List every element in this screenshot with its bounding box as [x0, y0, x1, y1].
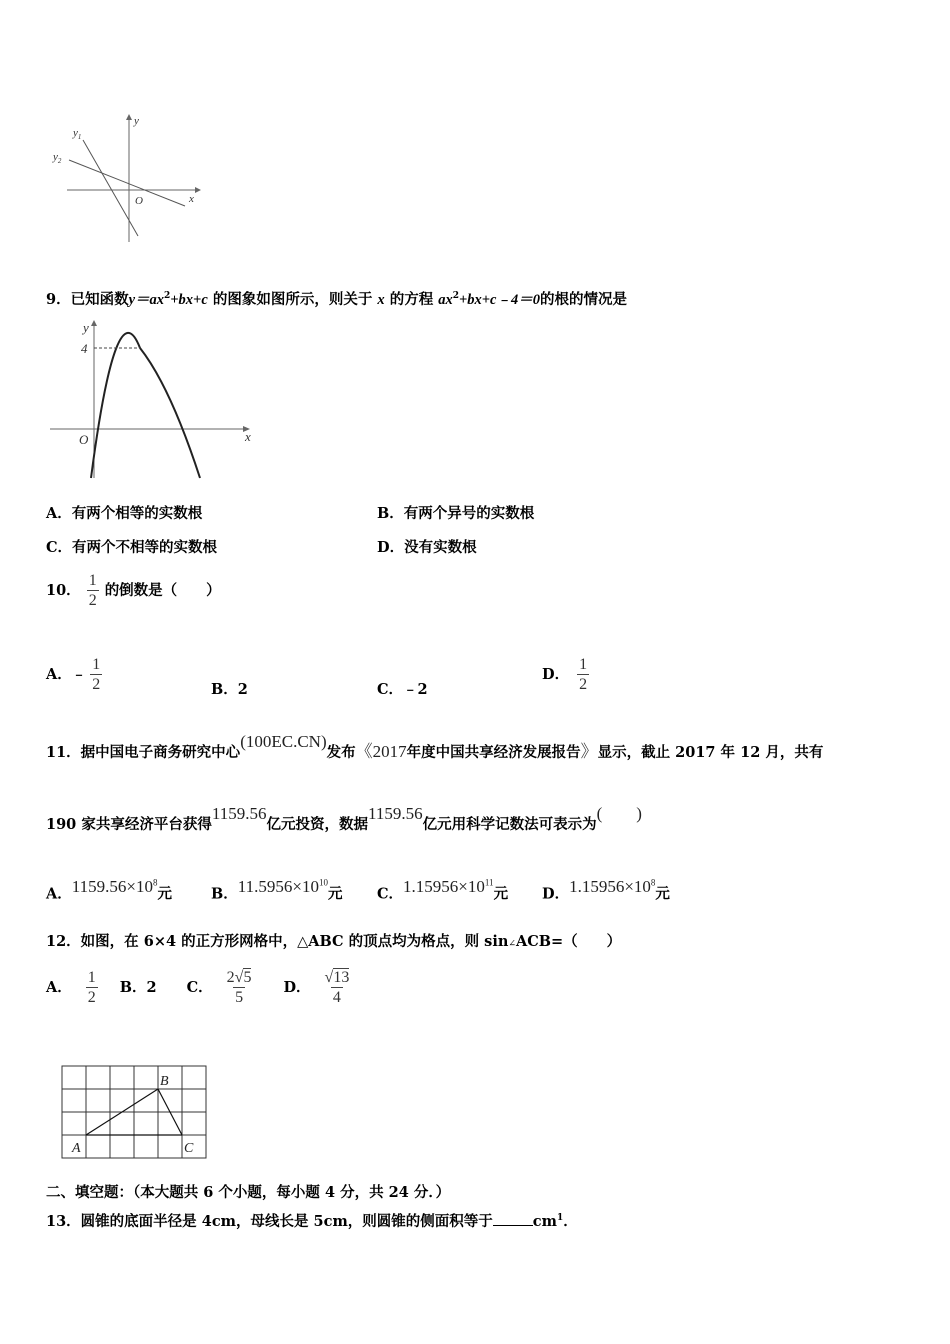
q12-option-b[interactable]: B．2 — [119, 978, 157, 996]
x-axis-arrow — [195, 187, 201, 193]
q9-option-a[interactable]: A．有两个相等的实数根 — [46, 505, 203, 522]
label-c: C — [184, 1141, 194, 1156]
label-max-4: 4 — [81, 341, 88, 356]
two-lines-graph — [45, 112, 205, 252]
section-2-title: 二、填空题：（本大题共 6 个小题，每小题 4 分，共 24 分．） — [46, 1184, 451, 1201]
q12-stem: 12．如图，在 6×4 的正方形网格中，△ABC 的顶点均为格点，则 sin∠ACB=（ ） — [46, 933, 622, 950]
label-y1: $y_1$ — [73, 127, 82, 141]
q11-option-b[interactable]: B．$11.5956\times 10^{10}$元 — [211, 876, 343, 903]
label-y-axis: y — [83, 320, 89, 335]
q13-stem: 13．圆锥的底面半径是 4cm，母线长是 5cm，则圆锥的侧面积等于 $cm^1$． — [46, 1212, 578, 1230]
q12-option-c[interactable]: C． $\frac{2√5}{5}$ — [186, 969, 252, 1006]
q10-fraction: $\frac{1}{2}$ — [88, 572, 97, 609]
parabola-graph — [45, 318, 260, 483]
q12-option-d[interactable]: D． $\frac{√13}{4}$ — [283, 969, 350, 1006]
label-y2: $y_2$ — [53, 151, 62, 165]
q13-answer-blank[interactable] — [493, 1212, 533, 1226]
q10-option-c[interactable]: C．﹣2 — [377, 681, 428, 698]
y-axis-arrow — [91, 320, 97, 326]
q11-option-c[interactable]: C．$1.15956\times 10^{11}$元 — [377, 876, 509, 903]
label-y-axis: y — [134, 115, 139, 127]
q10-option-b[interactable]: B．2 — [211, 681, 248, 698]
q9-stem: 9．已知函数$y=ax^2+bx+c$ 的图象如图所示，则关于 x 的方程 $ax^2+bx+c﹣4=0$的根的情况是 — [46, 290, 627, 308]
label-origin: O — [135, 195, 143, 207]
label-b: B — [160, 1074, 169, 1089]
line-y2 — [69, 160, 185, 206]
label-x-axis: x — [189, 193, 194, 205]
q9-option-d[interactable]: D．没有实数根 — [377, 539, 477, 556]
q10-option-d[interactable]: D． $\frac{1}{2}$ — [542, 656, 588, 693]
q11-line1: 11．据中国电子商务研究中心(100EC.CN)发布《2017年度中国共享经济发展报告》显示，截止 2017 年 12 月，共有 — [46, 732, 824, 761]
label-x-axis: x — [245, 429, 251, 444]
line-y1 — [83, 140, 138, 236]
triangle-grid-figure — [58, 1062, 218, 1167]
q9-option-c[interactable]: C．有两个不相等的实数根 — [46, 539, 218, 556]
y-axis-arrow — [126, 114, 132, 120]
q9-option-b[interactable]: B．有两个异号的实数根 — [377, 505, 535, 522]
q12-options — [46, 968, 351, 1007]
parabola-curve — [91, 333, 200, 478]
q11-line2: 190 家共享经济平台获得1159.56亿元投资，数据1159.56亿元用科学记数法可表示为( ) — [46, 804, 642, 833]
label-a: A — [72, 1141, 81, 1156]
q12-option-a[interactable]: A． $\frac{1}{2}$ — [46, 969, 96, 1006]
q10-stem: 10． $\frac{1}{2}$ 的倒数是（ ） — [46, 572, 221, 609]
q10-option-a[interactable]: A． ﹣ $\frac{1}{2}$ — [46, 656, 101, 693]
q11-option-d[interactable]: D．$1.15956\times 10^8$元 — [542, 876, 670, 903]
label-origin: O — [79, 432, 89, 447]
q11-option-a[interactable]: A．$1159.56\times 10^8$元 — [46, 876, 172, 903]
